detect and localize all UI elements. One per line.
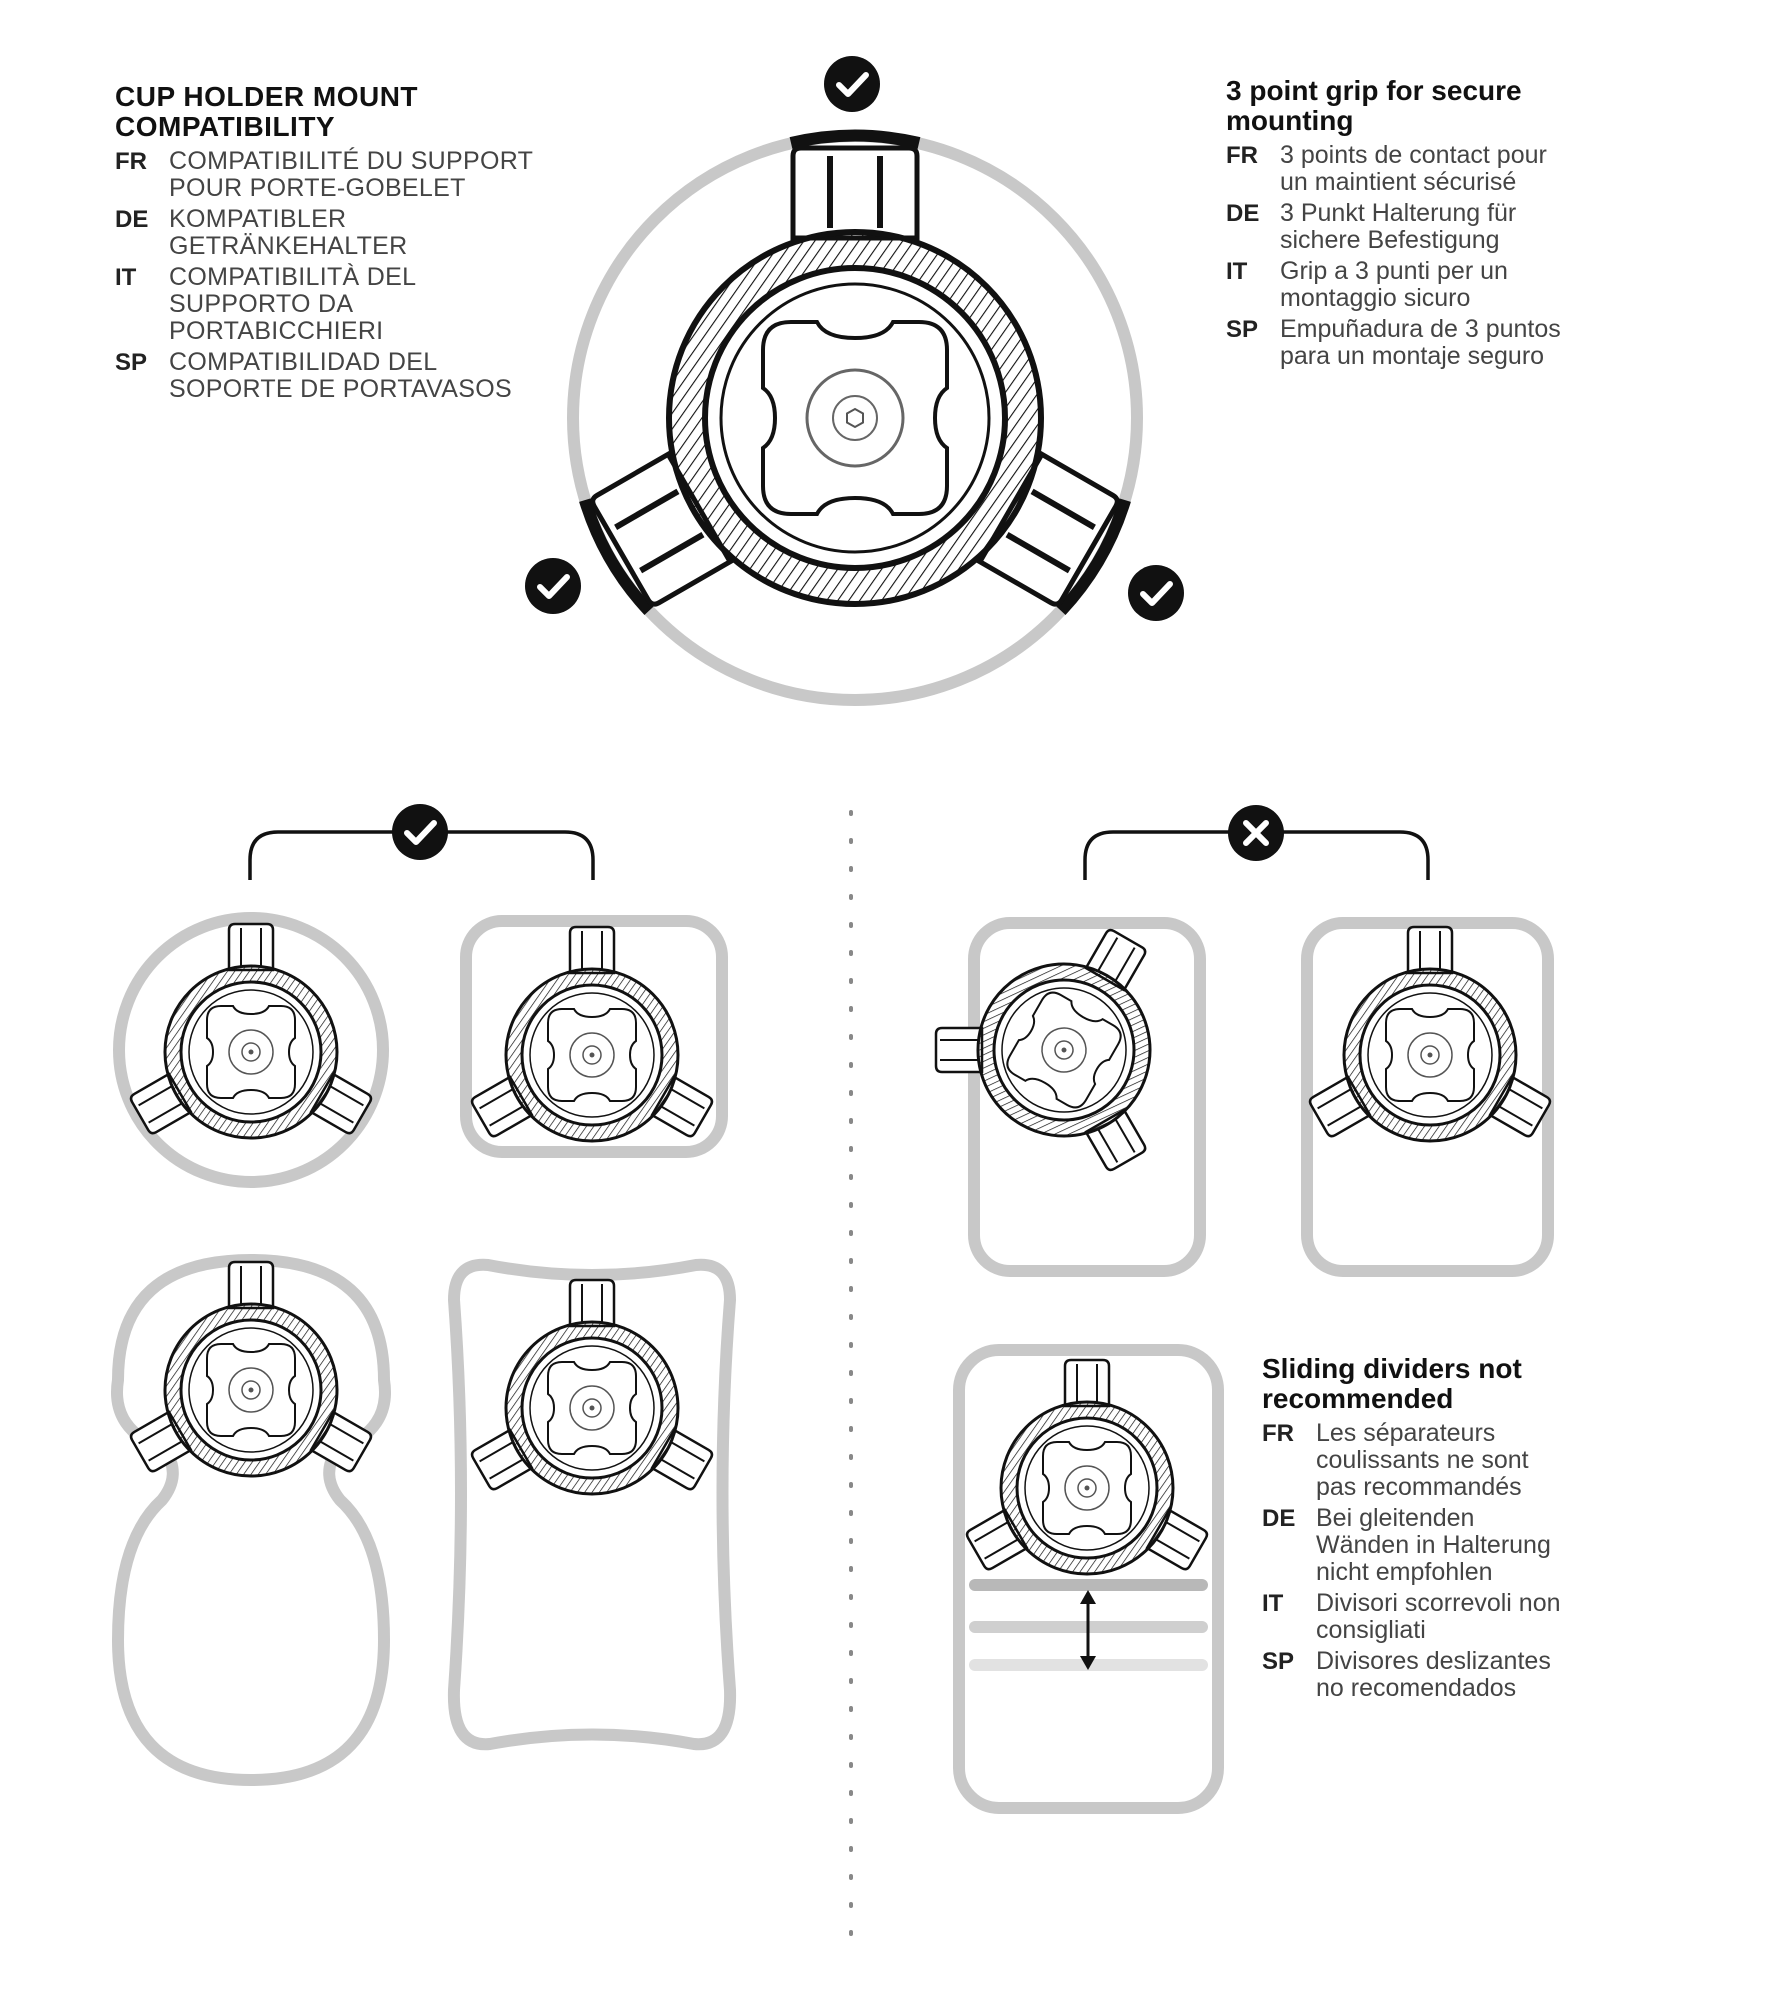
irregular-holder-ok: [454, 1265, 730, 1744]
translation-text: 3 points de contact pour un maintient sécurisé: [1280, 141, 1547, 196]
grip-heading: 3 point grip for secure mounting: [1226, 75, 1522, 136]
language-code: DE: [1226, 200, 1260, 227]
language-code: DE: [115, 206, 149, 233]
language-code: FR: [115, 148, 147, 175]
square-holder-ok: [466, 921, 722, 1152]
compatibility-heading: CUP HOLDER MOUNT COMPATIBILITY: [115, 81, 419, 142]
translation-text: Grip a 3 punti per un montaggio sicuro: [1280, 257, 1508, 312]
language-code: IT: [1226, 258, 1248, 285]
check-icon: [1128, 565, 1184, 621]
language-code: IT: [115, 264, 137, 291]
language-code: FR: [1262, 1420, 1294, 1447]
translation-text: COMPATIBILIDAD DEL SOPORTE DE PORTAVASOS: [169, 348, 512, 403]
sliding-divider-holder-not-ok: [959, 1350, 1218, 1808]
figure-eight-holder-ok: [117, 1260, 385, 1780]
cross-icon: [1228, 805, 1284, 861]
round-holder-ok: [119, 918, 383, 1182]
language-code: DE: [1262, 1505, 1296, 1532]
translation-text: COMPATIBILITÉ DU SUPPORT POUR PORTE-GOBELET: [169, 147, 534, 202]
translation-text: Les séparateurs coulissants ne sont pas recommandés: [1316, 1419, 1529, 1501]
translation-text: Empuñadura de 3 puntos para un montaje seguro: [1280, 315, 1561, 370]
check-icon: [392, 804, 448, 860]
language-code: IT: [1262, 1590, 1284, 1617]
sliding-dividers-heading: Sliding dividers not recommended: [1262, 1353, 1522, 1414]
translation-text: Bei gleitenden Wänden in Halterung nicht empfohlen: [1316, 1504, 1551, 1586]
narrow-holder-not-ok-b: [1307, 923, 1552, 1271]
narrow-holder-not-ok-a: [915, 878, 1233, 1271]
language-code: SP: [1262, 1648, 1295, 1675]
translation-text: 3 Punkt Halterung für sichere Befestigung: [1280, 199, 1517, 254]
check-icon: [824, 56, 880, 112]
large-mount-diagram: [573, 136, 1137, 700]
language-code: SP: [115, 349, 148, 376]
translation-text: KOMPATIBLER GETRÄNKEHALTER: [169, 205, 408, 260]
language-code: FR: [1226, 142, 1258, 169]
translation-text: Divisores deslizantes no recomendados: [1316, 1647, 1551, 1702]
check-icon: [525, 558, 581, 614]
translation-text: COMPATIBILITÀ DEL SUPPORTO DA PORTABICCHIERI: [169, 263, 417, 345]
translation-text: Divisori scorrevoli non consigliati: [1316, 1589, 1561, 1644]
language-code: SP: [1226, 316, 1259, 343]
